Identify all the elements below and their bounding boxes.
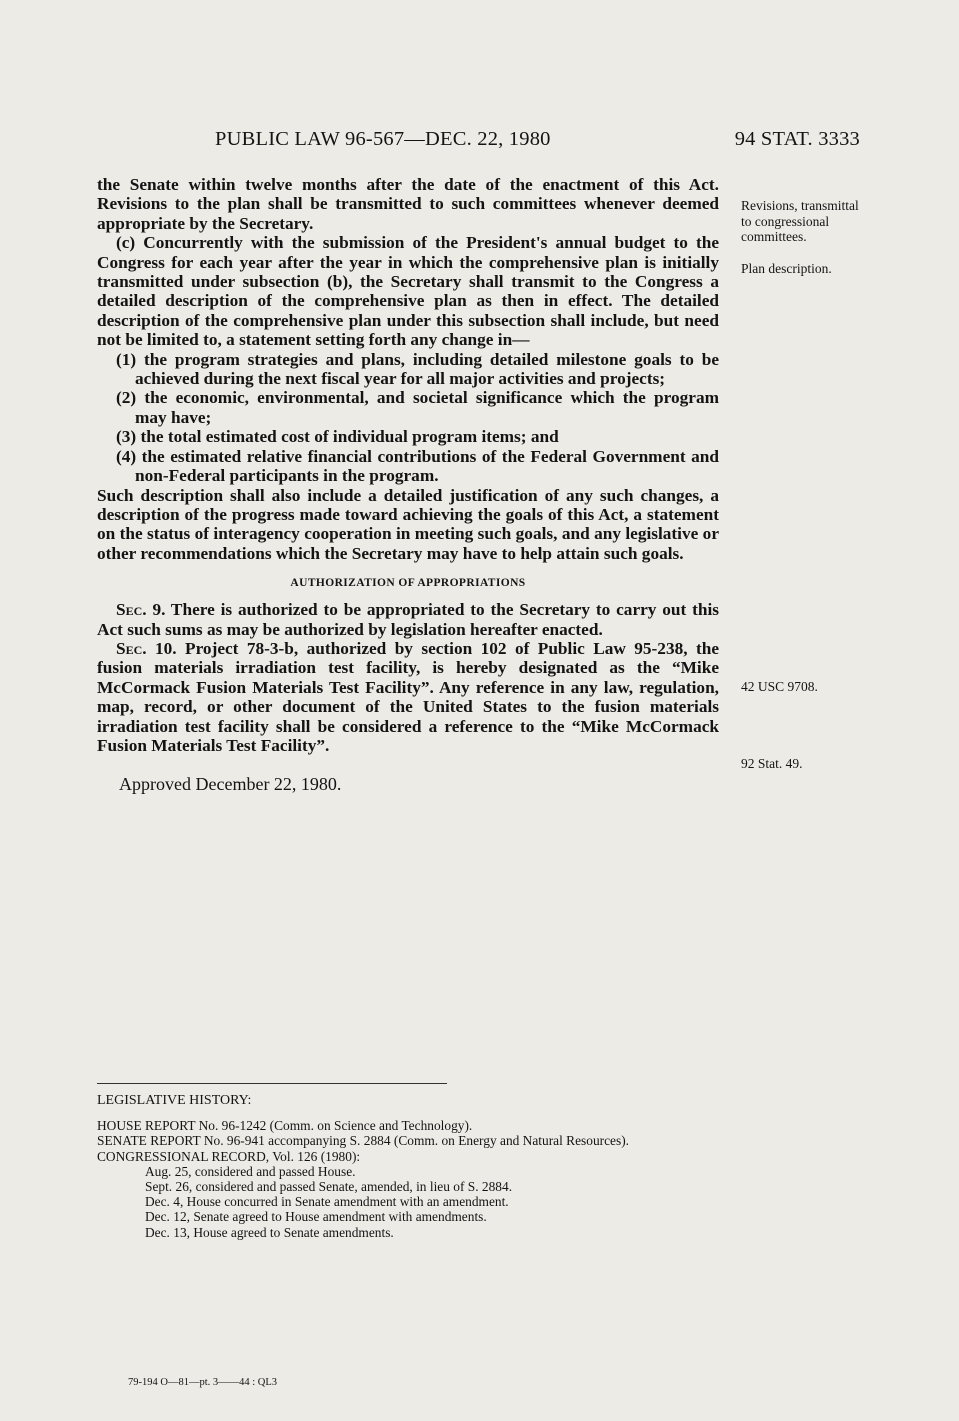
margin-note-revisions: Revisions, transmittal to congressional committees. xyxy=(741,198,859,244)
history-entry: Aug. 25, considered and passed House. xyxy=(145,1163,356,1179)
section-heading: AUTHORIZATION OF APPROPRIATIONS xyxy=(290,577,526,590)
sec-label: Sec. xyxy=(116,638,147,658)
header-title: PUBLIC LAW 96-567—DEC. 22, 1980 xyxy=(215,128,551,150)
header-stat-page: 94 STAT. 3333 xyxy=(734,128,860,150)
sec-10-text: 10. Project 78-3-b, authorized by section 102 of Public Law 95-238, the fusion materials irradiation test facility, is hereby designated as the “Mike McCormack Fusion Materials Test Facility”. Any reference in any law, regulation, map, record, or other document of the United States to the fusion materials irradiation test facility shall be considered a reference to the “Mike McCormack Fusion Materials Test Facility”. xyxy=(97,638,719,755)
divider xyxy=(97,1083,447,1084)
page-header xyxy=(215,128,860,156)
margin-note-usc: 42 USC 9708. xyxy=(741,679,818,694)
list-item-4: (4) the estimated relative financial contributions of the Federal Government and non-Federal participants in the program. xyxy=(116,446,719,486)
sec-label: Sec. xyxy=(116,600,147,620)
house-report: HOUSE REPORT No. 96-1242 (Comm. on Science and Technology). xyxy=(97,1118,473,1134)
paragraph-continuation: the Senate within twelve months after the date of the enactment of this Act. Revisions to the plan shall be transmitted to such committees whenever deemed appropriate by the Secretary. xyxy=(97,175,719,233)
list-item-3: (3) the total estimated cost of individual program items; and xyxy=(116,427,559,447)
list-item-1: (1) the program strategies and plans, including detailed milestone goals to be achieved during the next fiscal year for all major activities and projects; xyxy=(116,349,719,389)
list-item-2: (2) the economic, environmental, and societal significance which the program may have; xyxy=(116,388,719,427)
section-10 xyxy=(97,639,719,755)
paragraph-c: (c) Concurrently with the submission of the President's annual budget to the Congress for each year after the year in which the comprehensive plan is initially transmitted under subsection (b), the Secretary shall transmit to the Congress a detailed description of the comprehensive plan as then in effect. The detailed description of the comprehensive plan under this subsection shall include, but need not be limited to, a statement setting forth any change in— xyxy=(97,233,719,350)
approval-date: Approved December 22, 1980. xyxy=(119,774,342,795)
congressional-record: CONGRESSIONAL RECORD, Vol. 126 (1980): xyxy=(97,1148,361,1164)
history-entry: Sept. 26, considered and passed Senate, amended, in lieu of S. 2884. xyxy=(145,1179,513,1195)
paragraph-justification: Such description shall also include a detailed justification of any such changes, a description of the progress made toward achieving the goals of this Act, a statement on the status of interagency cooperation in meeting such goals, and any legislative or other recommendations which the Secretary may have to help attain such goals. xyxy=(97,485,719,563)
history-entry: Dec. 13, House agreed to Senate amendments. xyxy=(145,1224,394,1240)
history-entry: Dec. 4, House concurred in Senate amendment with an amendment. xyxy=(145,1194,509,1210)
senate-report: SENATE REPORT No. 96-941 accompanying S. 2884 (Comm. on Energy and Natural Resources). xyxy=(97,1133,630,1149)
section-9 xyxy=(97,600,719,639)
history-entry: Dec. 12, Senate agreed to House amendment with amendments. xyxy=(145,1209,487,1225)
main-text xyxy=(97,175,719,795)
legislative-history-title: LEGISLATIVE HISTORY: xyxy=(97,1093,252,1108)
margin-note-plan: Plan description. xyxy=(741,261,832,276)
print-footer: 79-194 O—81—pt. 3——44 : QL3 xyxy=(128,1377,278,1388)
legislative-history xyxy=(97,1093,719,1240)
margin-note-stat: 92 Stat. 49. xyxy=(741,756,803,771)
sec-9-text: 9. There is authorized to be appropriated to the Secretary to carry out this Act such sums as may be authorized by legislation hereafter enacted. xyxy=(97,600,719,639)
